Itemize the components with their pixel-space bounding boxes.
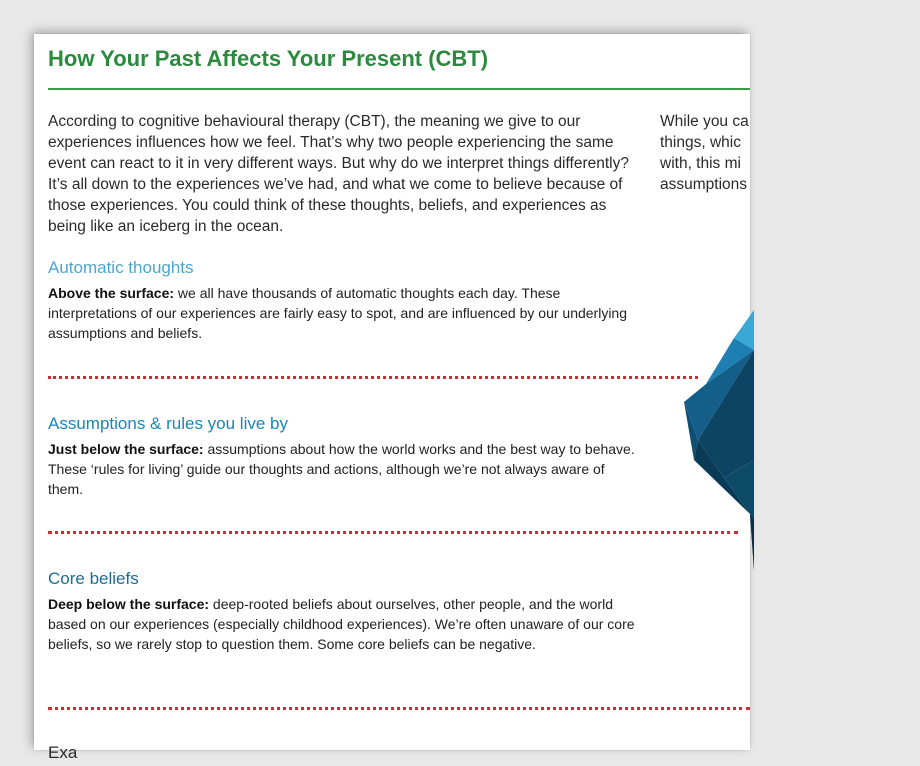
section-text: assumptions about how the world works and the best way to behave. These ‘rules for living’ guide our thoughts and actions, although we’re not always aware of them. — [48, 441, 635, 497]
iceberg-facet — [724, 460, 754, 570]
section-text: we all have thousands of automatic thoughts each day. These interpretations of our experiences are fairly easy to spot, and are influenced by our underlying assumptions and beliefs. — [48, 285, 628, 341]
iceberg-illustration — [684, 310, 754, 570]
section-core-beliefs — [48, 569, 638, 654]
section-heading: Assumptions & rules you live by — [48, 414, 288, 433]
section-text: deep-rooted beliefs about ourselves, other people, and the world based on our experiences (especially childhood experiences). We’re often unaware of our core beliefs, so we rarely stop to question them. Some core beliefs can be negative. — [48, 596, 635, 652]
section-lead: Just below the surface: — [48, 441, 204, 457]
cutoff-heading: Exa — [48, 743, 78, 762]
intro-paragraph: According to cognitive behavioural therapy (CBT), the meaning we give to our experiences influences how we feel. That’s why two people experiencing the same event can react to it in very different ways. But why do we interpret things differently? It’s all down to the experiences we’ve had, and what we come to believe because of those experiences. You could think of these thoughts, beliefs, and experiences as being like an iceberg in the ocean. — [48, 113, 629, 235]
title-divider — [48, 88, 750, 90]
section-body — [48, 594, 638, 654]
section-body — [48, 439, 638, 499]
section-automatic-thoughts — [48, 258, 638, 343]
section-lead: Above the surface: — [48, 285, 175, 301]
iceberg-facet — [750, 514, 754, 570]
section-body — [48, 283, 638, 343]
dotted-divider — [48, 531, 738, 534]
section-heading: Automatic thoughts — [48, 258, 194, 277]
dotted-divider — [48, 376, 698, 379]
section-lead: Deep below the surface: — [48, 596, 210, 612]
section-heading: Core beliefs — [48, 569, 139, 588]
section-assumptions — [48, 414, 638, 499]
page-title: How Your Past Affects Your Present (CBT) — [48, 46, 489, 71]
worksheet-page — [34, 34, 750, 762]
dotted-divider — [48, 707, 750, 710]
intro-continued-column: While you ca things, whic with, this mi assumptions — [660, 113, 749, 193]
